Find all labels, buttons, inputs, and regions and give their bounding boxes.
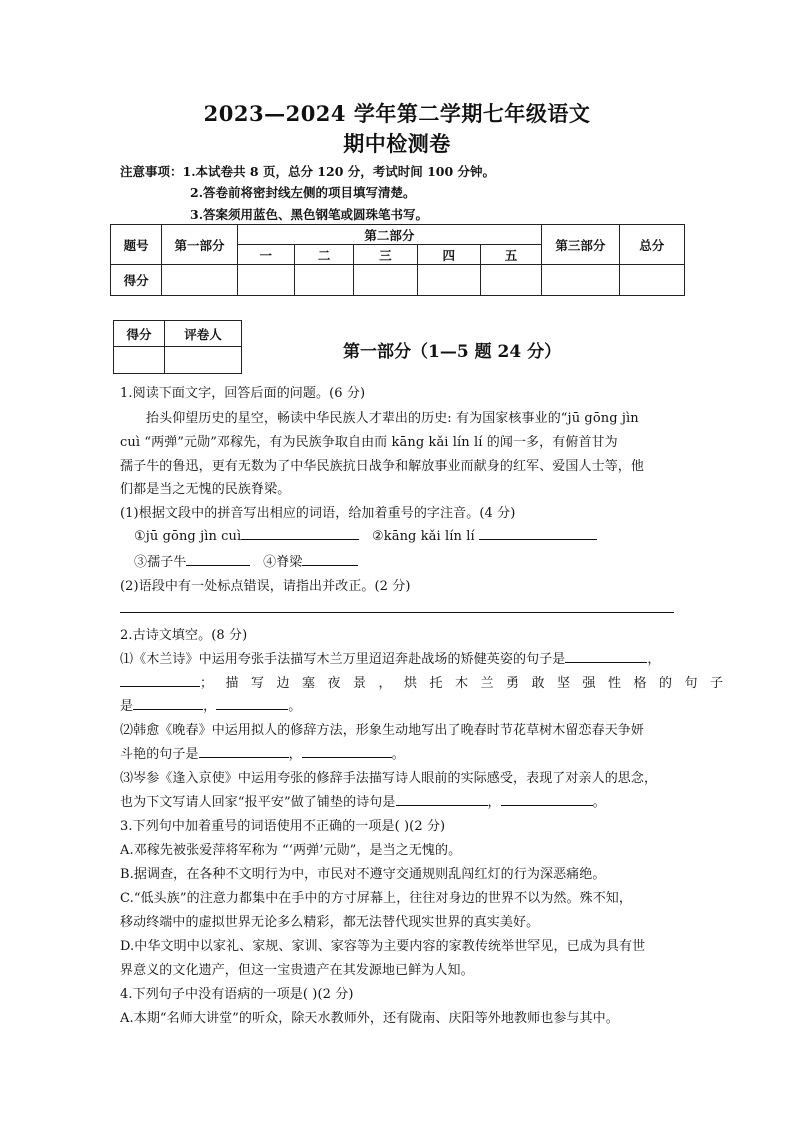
- q2-s2-comma: ，: [288, 747, 302, 762]
- q4-option-a[interactable]: A.本期“名师大讲堂”的听众，除天水教师外，还有陇南、庆阳等外地教师也参与其中。: [120, 1011, 619, 1026]
- q1-stem: 1.阅读下面文字，回答后面的问题。(6 分): [120, 386, 366, 401]
- header-question-number: 题号: [111, 225, 162, 265]
- grader-name-cell[interactable]: [165, 347, 242, 374]
- grader-score-cell[interactable]: [114, 347, 165, 374]
- q3-option-c-2: 移动终端中的虚拟世界无论多么精彩，都无法替代现实世界的真实美好。: [120, 915, 540, 930]
- q3-option-b[interactable]: B.据调查，在各种不文明行为中，市民对不遵守交通规则乱闯红灯的行为深恶痛绝。: [120, 867, 606, 882]
- q3-option-d-1[interactable]: D.中华文明中以家礼、家规、家训、家容等为主要内容的家教传统举世罕见，已成为具有世: [120, 939, 646, 954]
- q2-s3-comma: ，: [487, 795, 501, 810]
- q2-s1-text: ⑴《木兰诗》中运用夸张手法描写木兰万里迢迢奔赴战场的矫健英姿的句子是: [120, 652, 566, 667]
- q2-s1-line-c: [120, 695, 301, 714]
- q1-item-3: ③孺子牛: [134, 555, 187, 570]
- q2-s1-is: 是: [120, 699, 134, 714]
- q2-blank-3[interactable]: [133, 697, 203, 710]
- q1-item-1: ①jū gōng jìn cuì: [134, 529, 242, 544]
- header-part-3: 第三部分: [542, 225, 619, 265]
- q3-option-c-1[interactable]: C.“低头族”的注意力都集中在手中的方寸屏幕上，往往对身边的世界不以为然。殊不知，: [120, 891, 633, 906]
- q1-answer-line[interactable]: [120, 612, 674, 613]
- row-score-label: 得分: [111, 265, 162, 296]
- q1-passage-2: cuì “两弹”元勋”邓稼先，有为民族争取自由而 kāng kǎi lín lí 的闻一多，有俯首甘为: [120, 435, 618, 450]
- q2-s1-line-b: [120, 672, 736, 691]
- q2-blank-7[interactable]: [396, 793, 488, 806]
- q2-s2-period: 。: [391, 747, 405, 762]
- q2-s2-text: 斗艳的句子是: [120, 747, 199, 762]
- q2-blank-1[interactable]: [565, 650, 647, 663]
- subheader-2: 二: [294, 245, 353, 265]
- header-part-1: 第一部分: [162, 225, 237, 265]
- section-1-title: 第一部分（1—5 题 24 分）: [343, 342, 562, 362]
- q1-blank-2[interactable]: [479, 527, 597, 540]
- q2-s3-line-a: ⑶岑参《逢入京使》中运用夸张的修辞手法描写诗人眼前的实际感受，表现了对亲人的思念，: [120, 771, 658, 786]
- header-part-2: 第二部分: [237, 225, 542, 245]
- q2-s1c-period: 。: [288, 699, 302, 714]
- exam-title-line1: 2023—2024 学年第二学期七年级语文: [203, 101, 591, 126]
- q2-stem: 2.古诗文填空。(8 分): [120, 628, 248, 643]
- q2-s2-line-b: [120, 743, 405, 762]
- q3-stem: 3.下列句中加着重号的词语使用不正确的一项是( )(2 分): [120, 819, 446, 834]
- score-table: [110, 224, 685, 296]
- q2-blank-8[interactable]: [501, 793, 593, 806]
- q1-answer-row-2: [134, 551, 358, 570]
- q2-blank-5[interactable]: [199, 745, 289, 758]
- subheader-3: 三: [354, 245, 417, 265]
- q2-s1-cont: ；描写边塞夜景，烘托木兰勇敢坚强性格的句子: [200, 676, 736, 691]
- q2-s3-line-b: [120, 791, 606, 810]
- q1-item-2: ②kāng kǎi lín lí: [371, 529, 475, 544]
- q1-blank-4[interactable]: [302, 553, 358, 566]
- subheader-1: 一: [237, 245, 294, 265]
- q3-option-a[interactable]: A.邓稼先被张爱萍将军称为 “‘两弹’元勋”，是当之无愧的。: [120, 843, 462, 858]
- subheader-4: 四: [417, 245, 480, 265]
- q2-s1-comma: ，: [647, 652, 661, 667]
- grader-table: [113, 320, 242, 374]
- q1-passage-4: 们都是当之无愧的民族脊梁。: [120, 482, 291, 497]
- notice-line-2: 2.答卷前将密封线左侧的项目填写清楚。: [190, 185, 416, 200]
- score-cell-part3[interactable]: [542, 265, 619, 296]
- header-total: 总分: [619, 225, 684, 265]
- q2-s3-period: 。: [592, 795, 606, 810]
- q2-s3-text: 也为下文写请人回家“报平安”做了铺垫的诗句是: [120, 795, 396, 810]
- notice-line-3: 3.答案须用蓝色、黑色钢笔或圆珠笔书写。: [190, 207, 429, 222]
- q1-answer-row-1: [134, 527, 597, 544]
- q2-blank-6[interactable]: [302, 745, 392, 758]
- score-cell-total[interactable]: [619, 265, 684, 296]
- grader-score-label: 得分: [114, 321, 165, 347]
- score-cell-4[interactable]: [417, 265, 480, 296]
- q2-blank-4[interactable]: [216, 697, 288, 710]
- score-cell-1[interactable]: [237, 265, 294, 296]
- subheader-5: 五: [480, 245, 541, 265]
- notice-line-1: 注意事项：1.本试卷共 8 页，总分 120 分，考试时间 100 分钟。: [120, 164, 496, 179]
- exam-title-line2: 期中检测卷: [343, 131, 451, 156]
- score-cell-part1[interactable]: [162, 265, 237, 296]
- q1-item-4: ④脊梁: [263, 555, 303, 570]
- q1-passage-3: 孺子牛的鲁迅，更有无数为了中华民族抗日战争和解放事业而献身的红军、爱国人士等，他: [120, 459, 645, 474]
- q1-sub-1: (1)根据文段中的拼音写出相应的词语，给加着重号的字注音。(4 分): [120, 506, 516, 521]
- q1-passage-1: 抬头仰望历史的星空，畅读中华民族人才辈出的历史: 有为国家核事业的“jū gōng jìn: [146, 411, 639, 426]
- score-cell-2[interactable]: [294, 265, 353, 296]
- q1-blank-3[interactable]: [186, 553, 250, 566]
- q1-blank-1[interactable]: [241, 527, 359, 540]
- q2-s1-line-a: [120, 648, 661, 667]
- q2-s1c-comma: ，: [203, 699, 217, 714]
- score-cell-5[interactable]: [480, 265, 541, 296]
- q1-sub-2: (2)语段中有一处标点错误，请指出并改正。(2 分): [120, 579, 411, 594]
- q4-stem: 4.下列句子中没有语病的一项是( )(2 分): [120, 987, 354, 1002]
- q2-blank-2[interactable]: [120, 674, 200, 687]
- q3-option-d-2: 界意义的文化遗产，但这一宝贵遗产在其发源地已鲜为人知。: [120, 963, 474, 978]
- q2-s2-line-a: ⑵韩愈《晚春》中运用拟人的修辞方法，形象生动地写出了晚春时节花草树木留恋春天争妍: [120, 723, 645, 738]
- grader-label: 评卷人: [165, 321, 242, 347]
- score-cell-3[interactable]: [354, 265, 417, 296]
